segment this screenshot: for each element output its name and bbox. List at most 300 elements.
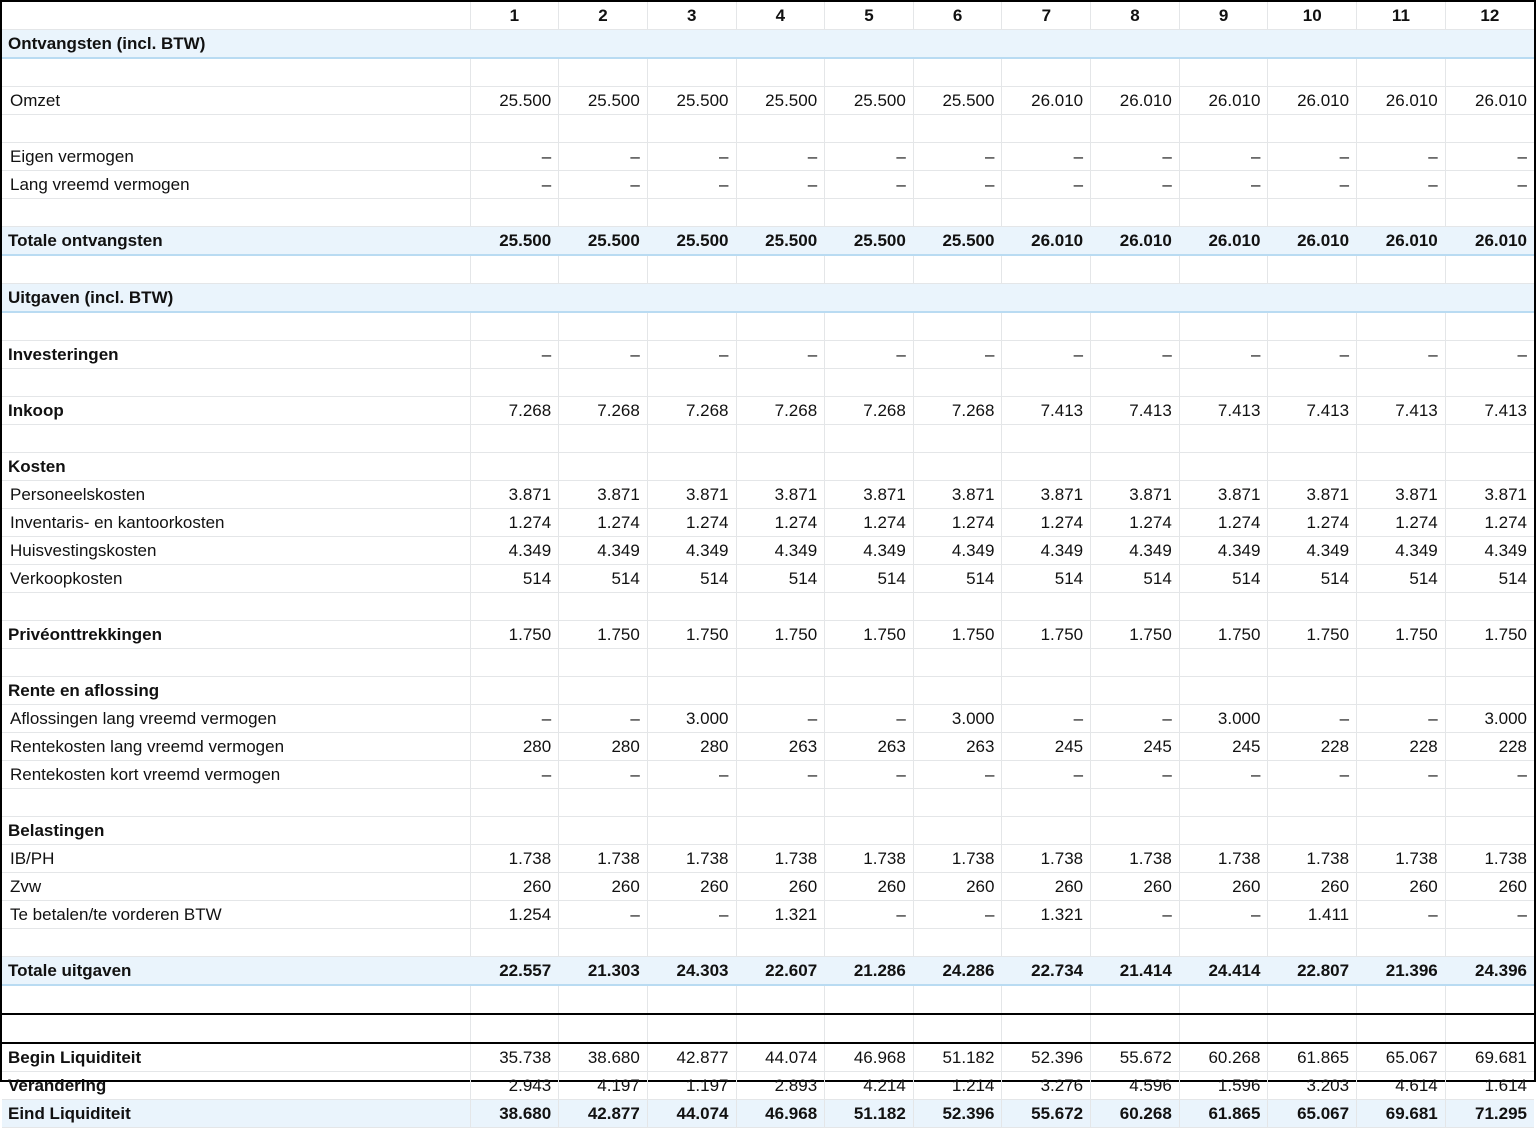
value-cell: 228	[1357, 733, 1446, 761]
empty-cell	[1002, 369, 1091, 397]
value-cell: 1.750	[1002, 621, 1091, 649]
empty-cell	[1445, 369, 1534, 397]
value-cell: –	[913, 143, 1002, 171]
value-cell: –	[1091, 341, 1180, 369]
value-cell: 7.268	[559, 397, 648, 425]
empty-cell	[736, 284, 825, 313]
empty-cell	[1002, 58, 1091, 87]
table-row-lang_vreemd_vermogen	[2, 171, 1534, 199]
empty-cell	[1357, 789, 1446, 817]
value-cell: –	[559, 705, 648, 733]
empty-cell	[1445, 593, 1534, 621]
value-cell: 3.871	[1002, 481, 1091, 509]
value-cell: 1.738	[736, 845, 825, 873]
empty-cell	[2, 593, 470, 621]
spacer-row	[2, 312, 1534, 341]
value-cell: –	[1091, 171, 1180, 199]
table-row-inkoop	[2, 397, 1534, 425]
value-cell: –	[647, 761, 736, 789]
value-cell: 25.500	[470, 227, 559, 256]
value-cell: 22.557	[470, 957, 559, 986]
empty-cell	[647, 115, 736, 143]
value-cell: 61.865	[1179, 1100, 1268, 1128]
value-cell: 65.067	[1268, 1100, 1357, 1128]
empty-cell	[1445, 115, 1534, 143]
section-title: Ontvangsten (incl. BTW)	[2, 30, 470, 59]
empty-cell	[2, 649, 470, 677]
empty-cell	[2, 425, 470, 453]
value-cell: –	[1002, 143, 1091, 171]
table-row-personeelskosten	[2, 481, 1534, 509]
empty-cell	[736, 677, 825, 705]
spacer-row	[2, 115, 1534, 143]
value-cell: 55.672	[1002, 1100, 1091, 1128]
empty-cell	[736, 425, 825, 453]
value-cell: 4.349	[1445, 537, 1534, 565]
empty-cell	[647, 593, 736, 621]
empty-cell	[647, 453, 736, 481]
empty-cell	[559, 284, 648, 313]
value-cell: 26.010	[1179, 87, 1268, 115]
value-cell: 1.750	[1445, 621, 1534, 649]
empty-cell	[1357, 425, 1446, 453]
empty-cell	[1091, 593, 1180, 621]
value-cell: –	[1268, 171, 1357, 199]
column-header-9: 9	[1179, 2, 1268, 30]
empty-cell	[825, 649, 914, 677]
value-cell: –	[1445, 901, 1534, 929]
value-cell: 4.349	[736, 537, 825, 565]
value-cell: 3.871	[1268, 481, 1357, 509]
empty-cell	[736, 985, 825, 1014]
value-cell: 3.871	[470, 481, 559, 509]
value-cell: 69.681	[1357, 1100, 1446, 1128]
empty-cell	[1445, 425, 1534, 453]
empty-cell	[825, 369, 914, 397]
empty-cell	[1179, 817, 1268, 845]
value-cell: 25.500	[825, 227, 914, 256]
row-label: Rentekosten lang vreemd vermogen	[2, 733, 470, 761]
empty-cell	[1445, 199, 1534, 227]
value-cell: 3.000	[647, 705, 736, 733]
empty-cell	[2, 199, 470, 227]
empty-cell	[1179, 284, 1268, 313]
value-cell: –	[1091, 143, 1180, 171]
empty-cell	[647, 985, 736, 1014]
row-label: Privéonttrekkingen	[2, 621, 470, 649]
value-cell: 1.738	[1445, 845, 1534, 873]
value-cell: 52.396	[913, 1100, 1002, 1128]
value-cell: 3.871	[1179, 481, 1268, 509]
value-cell: 1.274	[913, 509, 1002, 537]
spacer-row	[2, 369, 1534, 397]
empty-cell	[1179, 593, 1268, 621]
value-cell: 1.411	[1268, 901, 1357, 929]
value-cell: –	[825, 761, 914, 789]
value-cell: –	[1179, 171, 1268, 199]
empty-cell	[1002, 789, 1091, 817]
empty-cell	[913, 453, 1002, 481]
table-row-prive	[2, 621, 1534, 649]
empty-cell	[647, 284, 736, 313]
empty-cell	[1268, 58, 1357, 87]
row-label: Huisvestingskosten	[2, 537, 470, 565]
value-cell: 3.871	[736, 481, 825, 509]
value-cell: 1.596	[1179, 1072, 1268, 1100]
empty-cell	[913, 593, 1002, 621]
value-cell: 22.734	[1002, 957, 1091, 986]
value-cell: 26.010	[1445, 227, 1534, 256]
value-cell: 55.672	[1091, 1043, 1180, 1072]
value-cell: 51.182	[825, 1100, 914, 1128]
table-row-begin_liq	[2, 1043, 1534, 1072]
cashflow-table	[2, 2, 1534, 1128]
empty-cell	[470, 817, 559, 845]
empty-cell	[1268, 30, 1357, 59]
value-cell: –	[825, 143, 914, 171]
empty-cell	[1445, 312, 1534, 341]
value-cell: 52.396	[1002, 1043, 1091, 1072]
value-cell: 65.067	[1357, 1043, 1446, 1072]
empty-cell	[559, 199, 648, 227]
empty-cell	[825, 817, 914, 845]
value-cell: 3.000	[913, 705, 1002, 733]
empty-cell	[1268, 369, 1357, 397]
value-cell: 1.274	[1091, 509, 1180, 537]
empty-cell	[1091, 369, 1180, 397]
value-cell: 1.738	[559, 845, 648, 873]
value-cell: 1.738	[1002, 845, 1091, 873]
value-cell: 60.268	[1179, 1043, 1268, 1072]
empty-cell	[736, 929, 825, 957]
value-cell: 38.680	[559, 1043, 648, 1072]
empty-cell	[2, 369, 470, 397]
value-cell: –	[736, 171, 825, 199]
empty-cell	[913, 312, 1002, 341]
empty-cell	[647, 677, 736, 705]
empty-cell	[1091, 58, 1180, 87]
value-cell: 260	[647, 873, 736, 901]
section-receipts	[2, 30, 1534, 59]
value-cell: –	[470, 143, 559, 171]
empty-cell	[1179, 649, 1268, 677]
value-cell: 1.750	[1179, 621, 1268, 649]
value-cell: 4.596	[1091, 1072, 1180, 1100]
empty-cell	[1179, 58, 1268, 87]
value-cell: 21.396	[1357, 957, 1446, 986]
empty-cell	[470, 593, 559, 621]
value-cell: 245	[1179, 733, 1268, 761]
table-row-totale_ontvangsten	[2, 227, 1534, 256]
empty-cell	[1002, 929, 1091, 957]
value-cell: 1.750	[913, 621, 1002, 649]
value-cell: 26.010	[1002, 227, 1091, 256]
empty-cell	[736, 58, 825, 87]
value-cell: 25.500	[647, 227, 736, 256]
value-cell: 1.321	[736, 901, 825, 929]
empty-cell	[1179, 985, 1268, 1014]
value-cell: 1.750	[1268, 621, 1357, 649]
row-label: Begin Liquiditeit	[2, 1043, 470, 1072]
value-cell: 260	[913, 873, 1002, 901]
empty-cell	[736, 312, 825, 341]
value-cell: 514	[647, 565, 736, 593]
empty-cell	[736, 199, 825, 227]
empty-cell	[1091, 649, 1180, 677]
row-label: Omzet	[2, 87, 470, 115]
empty-cell	[1002, 1014, 1091, 1043]
value-cell: 1.214	[913, 1072, 1002, 1100]
value-cell: 4.214	[825, 1072, 914, 1100]
value-cell: 514	[1445, 565, 1534, 593]
value-cell: –	[736, 761, 825, 789]
value-cell: 1.738	[1179, 845, 1268, 873]
value-cell: –	[559, 901, 648, 929]
empty-cell	[1357, 929, 1446, 957]
spacer-row	[2, 255, 1534, 284]
row-label: Investeringen	[2, 341, 470, 369]
empty-cell	[1357, 649, 1446, 677]
empty-cell	[559, 255, 648, 284]
empty-cell	[559, 30, 648, 59]
empty-cell	[825, 929, 914, 957]
empty-cell	[647, 649, 736, 677]
table-row-huisvesting	[2, 537, 1534, 565]
value-cell: 46.968	[825, 1043, 914, 1072]
empty-cell	[559, 369, 648, 397]
empty-cell	[913, 677, 1002, 705]
value-cell: 1.274	[1179, 509, 1268, 537]
value-cell: 260	[825, 873, 914, 901]
empty-cell	[1268, 255, 1357, 284]
empty-cell	[913, 284, 1002, 313]
empty-cell	[470, 312, 559, 341]
value-cell: 7.413	[1179, 397, 1268, 425]
empty-cell	[736, 593, 825, 621]
empty-cell	[1179, 425, 1268, 453]
value-cell: 26.010	[1179, 227, 1268, 256]
spacer-row	[2, 789, 1534, 817]
empty-cell	[1268, 1014, 1357, 1043]
row-label: Belastingen	[2, 817, 470, 845]
value-cell: 3.203	[1268, 1072, 1357, 1100]
empty-cell	[1445, 929, 1534, 957]
value-cell: 24.414	[1179, 957, 1268, 986]
value-cell: 46.968	[736, 1100, 825, 1128]
value-cell: 514	[736, 565, 825, 593]
empty-cell	[1445, 284, 1534, 313]
row-label: Aflossingen lang vreemd vermogen	[2, 705, 470, 733]
spacer-row	[2, 199, 1534, 227]
value-cell: –	[1268, 705, 1357, 733]
value-cell: –	[1357, 341, 1446, 369]
value-cell: 2.893	[736, 1072, 825, 1100]
empty-cell	[736, 369, 825, 397]
value-cell: 1.738	[825, 845, 914, 873]
empty-cell	[1002, 115, 1091, 143]
row-label: Inkoop	[2, 397, 470, 425]
empty-cell	[470, 369, 559, 397]
empty-cell	[1002, 30, 1091, 59]
table-row-aflossingen	[2, 705, 1534, 733]
value-cell: –	[1268, 341, 1357, 369]
value-cell: 26.010	[1002, 87, 1091, 115]
empty-cell	[913, 255, 1002, 284]
empty-cell	[1091, 30, 1180, 59]
value-cell: –	[1268, 143, 1357, 171]
subheading-row-rente_aflossing	[2, 677, 1534, 705]
empty-cell	[647, 425, 736, 453]
table-row-verandering	[2, 1072, 1534, 1100]
empty-cell	[1179, 30, 1268, 59]
column-header-3: 3	[647, 2, 736, 30]
empty-cell	[559, 817, 648, 845]
value-cell: 260	[1002, 873, 1091, 901]
value-cell: –	[1357, 171, 1446, 199]
value-cell: –	[1002, 341, 1091, 369]
value-cell: 7.268	[470, 397, 559, 425]
value-cell: 1.197	[647, 1072, 736, 1100]
value-cell: 24.286	[913, 957, 1002, 986]
value-cell: –	[559, 171, 648, 199]
table-row-eigen_vermogen	[2, 143, 1534, 171]
value-cell: 1.750	[1091, 621, 1180, 649]
empty-cell	[470, 425, 559, 453]
empty-cell	[1268, 985, 1357, 1014]
row-label: Totale ontvangsten	[2, 227, 470, 256]
value-cell: –	[913, 901, 1002, 929]
empty-cell	[559, 425, 648, 453]
value-cell: –	[1357, 143, 1446, 171]
empty-cell	[647, 30, 736, 59]
value-cell: 1.738	[1357, 845, 1446, 873]
value-cell: 514	[825, 565, 914, 593]
empty-cell	[559, 985, 648, 1014]
value-cell: 26.010	[1091, 87, 1180, 115]
value-cell: –	[1357, 901, 1446, 929]
empty-cell	[470, 255, 559, 284]
column-header-11: 11	[1357, 2, 1446, 30]
value-cell: –	[1445, 761, 1534, 789]
empty-cell	[647, 58, 736, 87]
column-header-5: 5	[825, 2, 914, 30]
value-cell: 4.349	[1002, 537, 1091, 565]
table-row-totale_uitgaven	[2, 957, 1534, 986]
value-cell: 4.349	[1091, 537, 1180, 565]
row-label: Verkoopkosten	[2, 565, 470, 593]
empty-cell	[1357, 255, 1446, 284]
value-cell: –	[1179, 341, 1268, 369]
value-cell: –	[1091, 901, 1180, 929]
value-cell: –	[736, 341, 825, 369]
value-cell: –	[825, 341, 914, 369]
value-cell: 245	[1091, 733, 1180, 761]
empty-cell	[1091, 817, 1180, 845]
value-cell: 4.614	[1357, 1072, 1446, 1100]
empty-cell	[1002, 284, 1091, 313]
row-label: Eind Liquiditeit	[2, 1100, 470, 1128]
empty-cell	[913, 30, 1002, 59]
value-cell: 260	[1357, 873, 1446, 901]
empty-cell	[1268, 199, 1357, 227]
empty-cell	[736, 649, 825, 677]
empty-cell	[1002, 255, 1091, 284]
empty-cell	[1091, 677, 1180, 705]
value-cell: 260	[470, 873, 559, 901]
value-cell: 1.750	[647, 621, 736, 649]
value-cell: 21.414	[1091, 957, 1180, 986]
empty-cell	[913, 115, 1002, 143]
empty-cell	[1357, 985, 1446, 1014]
empty-cell	[647, 929, 736, 957]
empty-cell	[913, 199, 1002, 227]
value-cell: 4.349	[1179, 537, 1268, 565]
value-cell: 7.413	[1357, 397, 1446, 425]
empty-cell	[825, 985, 914, 1014]
column-header-2: 2	[559, 2, 648, 30]
row-label: Kosten	[2, 453, 470, 481]
empty-cell	[1002, 199, 1091, 227]
row-label: Zvw	[2, 873, 470, 901]
value-cell: 51.182	[913, 1043, 1002, 1072]
table-row-inventaris	[2, 509, 1534, 537]
empty-cell	[736, 1014, 825, 1043]
value-cell: –	[559, 143, 648, 171]
value-cell: 7.268	[647, 397, 736, 425]
value-cell: 260	[1091, 873, 1180, 901]
empty-cell	[559, 929, 648, 957]
empty-cell	[470, 115, 559, 143]
value-cell: 24.303	[647, 957, 736, 986]
value-cell: 25.500	[825, 87, 914, 115]
empty-cell	[736, 453, 825, 481]
empty-cell	[2, 255, 470, 284]
subheading-row-kosten	[2, 453, 1534, 481]
value-cell: –	[470, 341, 559, 369]
value-cell: 3.871	[559, 481, 648, 509]
value-cell: 7.413	[1268, 397, 1357, 425]
value-cell: –	[736, 143, 825, 171]
spacer-row	[2, 929, 1534, 957]
empty-cell	[1002, 985, 1091, 1014]
empty-cell	[1268, 593, 1357, 621]
empty-cell	[1357, 593, 1446, 621]
value-cell: –	[647, 341, 736, 369]
value-cell: –	[1091, 761, 1180, 789]
empty-cell	[1268, 929, 1357, 957]
empty-cell	[1091, 1014, 1180, 1043]
empty-cell	[559, 58, 648, 87]
empty-cell	[559, 453, 648, 481]
empty-cell	[736, 817, 825, 845]
empty-cell	[1357, 58, 1446, 87]
row-label: Eigen vermogen	[2, 143, 470, 171]
value-cell: 7.268	[913, 397, 1002, 425]
empty-cell	[913, 58, 1002, 87]
empty-cell	[1002, 649, 1091, 677]
empty-cell	[1357, 115, 1446, 143]
spacer-row	[2, 425, 1534, 453]
column-header-7: 7	[1002, 2, 1091, 30]
value-cell: 69.681	[1445, 1043, 1534, 1072]
empty-cell	[825, 58, 914, 87]
empty-cell	[1445, 453, 1534, 481]
empty-cell	[1091, 312, 1180, 341]
value-cell: –	[1357, 705, 1446, 733]
row-label: Verandering	[2, 1072, 470, 1100]
column-header-1: 1	[470, 2, 559, 30]
empty-cell	[1091, 929, 1180, 957]
